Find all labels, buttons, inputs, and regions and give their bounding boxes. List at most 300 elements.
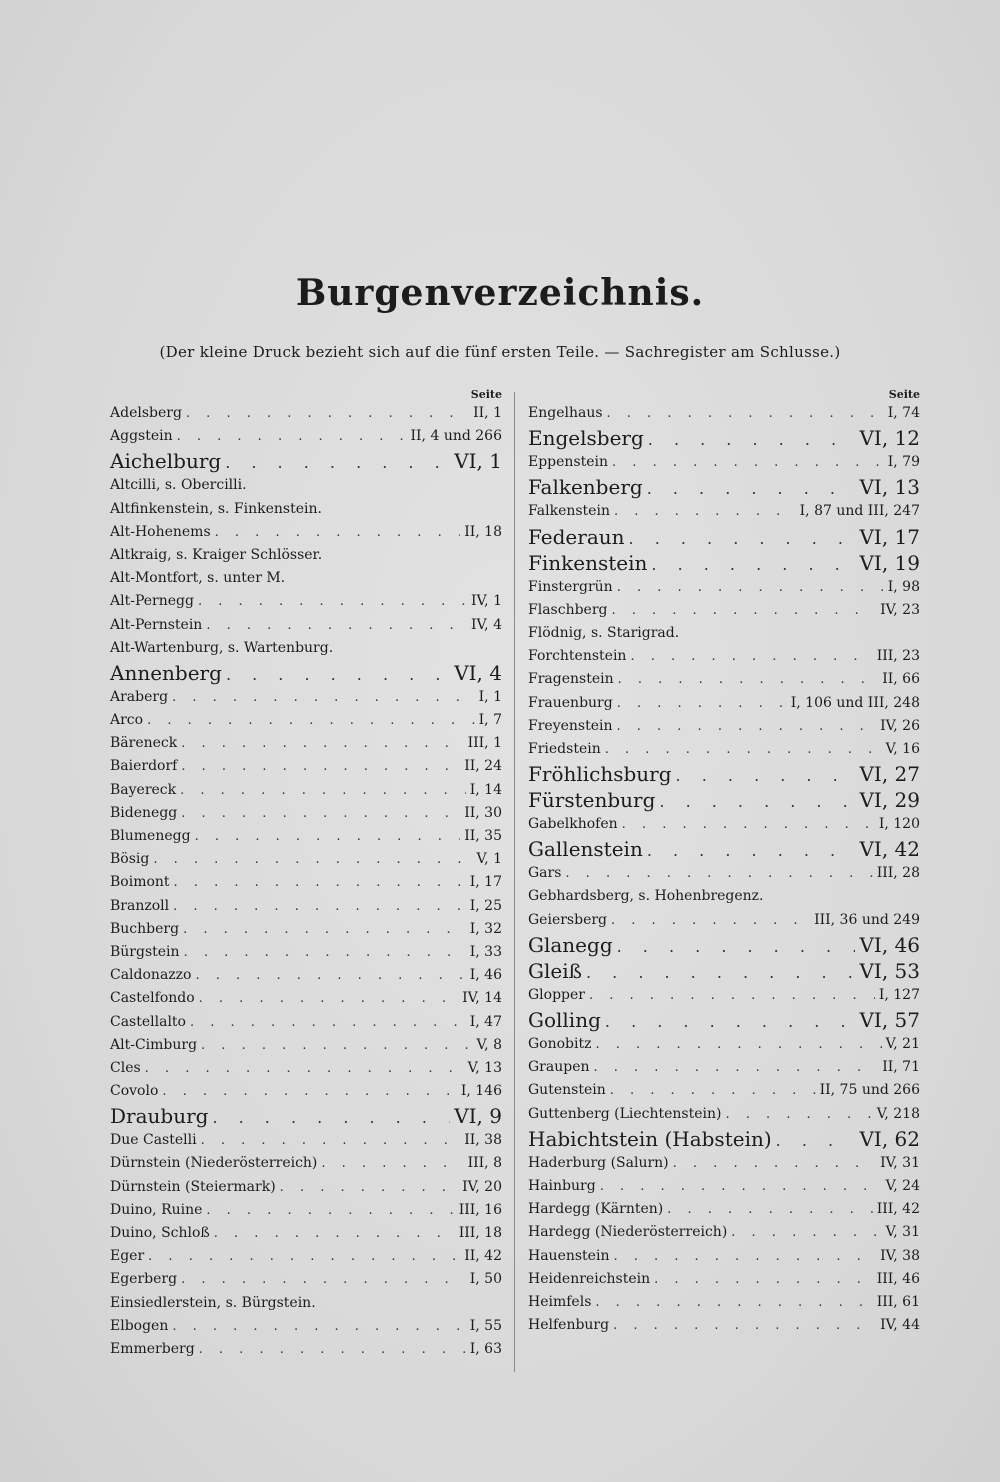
entry-page-ref: III, 8	[467, 1155, 502, 1172]
index-entry	[528, 576, 920, 599]
index-entry	[528, 1314, 920, 1337]
entry-page-ref: I, 1	[478, 688, 502, 705]
entry-page-ref: IV, 1	[470, 593, 502, 610]
index-entry	[528, 1175, 920, 1198]
leader-dots	[629, 526, 856, 552]
entry-page-ref: II, 18	[464, 523, 502, 540]
index-entry	[528, 692, 920, 715]
entry-page-ref: VI, 17	[859, 524, 920, 549]
entry-page-ref: I, 87 und III, 247	[799, 503, 920, 520]
entry-name: Gleiß	[528, 958, 582, 983]
entry-name: Habichtstein (Habstein)	[528, 1126, 772, 1151]
index-entry	[110, 614, 502, 637]
index-entry	[110, 1080, 502, 1103]
entry-page-ref: VI, 4	[454, 660, 502, 685]
leader-dots	[172, 686, 475, 709]
entry-name: Altkraig, s. Kraiger Schlösser.	[110, 546, 323, 563]
leader-dots	[673, 1152, 876, 1175]
left-entry-list	[110, 402, 502, 1361]
leader-dots	[617, 715, 877, 738]
index-entry	[110, 1057, 502, 1080]
entry-name: Emmerberg	[110, 1340, 195, 1357]
column-divider	[514, 392, 515, 1372]
leader-dots	[183, 918, 466, 941]
leader-dots	[613, 1245, 876, 1268]
index-entry	[110, 825, 502, 848]
entry-page-ref: IV, 23	[880, 601, 920, 618]
entry-name: Engelsberg	[528, 426, 644, 451]
entry-name: Cles	[110, 1059, 141, 1076]
entry-name: Duino, Schloß	[110, 1225, 210, 1241]
index-entry	[110, 1129, 502, 1152]
entry-name: Branzoll	[110, 897, 170, 914]
leader-dots	[617, 576, 884, 599]
index-entry	[528, 451, 920, 474]
entry-page-ref: I, 55	[469, 1317, 502, 1334]
entry-name: Bidenegg	[110, 804, 178, 821]
index-entry	[528, 932, 920, 958]
entry-name: Glanegg	[528, 932, 613, 957]
index-entry	[528, 862, 920, 885]
index-entry	[110, 1034, 502, 1057]
entry-name: Fröhlichsburg	[528, 762, 672, 787]
index-entry	[110, 941, 502, 964]
entry-name: Castelfondo	[110, 990, 195, 1007]
entry-page-ref: I, 63	[469, 1340, 502, 1357]
leader-dots	[195, 964, 465, 987]
leader-dots	[184, 941, 466, 964]
entry-name: Baierdorf	[110, 758, 178, 775]
entry-name: Guttenberg (Liechtenstein)	[528, 1105, 722, 1122]
leader-dots	[596, 1033, 882, 1056]
entry-name: Gars	[528, 865, 562, 882]
index-entry	[528, 645, 920, 668]
entry-name: Covolo	[110, 1083, 159, 1100]
entry-page-ref: II, 71	[882, 1059, 920, 1076]
leader-dots	[195, 825, 461, 848]
entry-page-ref: I, 79	[887, 454, 920, 471]
entry-page-ref: I, 14	[469, 781, 502, 798]
entry-name: Engelhaus	[528, 405, 603, 421]
index-entry	[528, 1221, 920, 1244]
entry-name: Flödnig, s. Starigrad.	[528, 624, 680, 641]
seite-label-left: Seite	[470, 388, 502, 401]
index-entry	[528, 1033, 920, 1056]
entry-name: Bayereck	[110, 781, 177, 798]
entry-page-ref: VI, 19	[859, 550, 920, 575]
entry-name: Finstergrün	[528, 578, 613, 595]
index-entry	[528, 787, 920, 813]
entry-page-ref: III, 23	[876, 648, 920, 665]
entry-name: Frauenburg	[528, 694, 613, 711]
entry-page-ref: I, 74	[887, 405, 920, 421]
entry-page-ref: III, 18	[458, 1225, 502, 1241]
entry-name: Federaun	[528, 524, 625, 549]
entry-page-ref: I, 106 und III, 248	[790, 694, 920, 711]
leader-dots	[186, 402, 469, 425]
entry-page-ref: III, 42	[876, 1201, 920, 1218]
entry-name: Gabelkhofen	[528, 816, 618, 833]
entry-name: Buchberg	[110, 920, 180, 937]
entry-name: Graupen	[528, 1059, 590, 1076]
entry-page-ref: III, 28	[876, 865, 920, 882]
leader-dots	[605, 1009, 856, 1035]
page-title: Burgenverzeichnis.	[295, 272, 705, 314]
entry-page-ref: VI, 46	[859, 932, 920, 957]
leader-dots	[174, 871, 466, 894]
entry-name: Eppenstein	[528, 454, 609, 471]
index-entry	[110, 755, 502, 778]
entry-name: Due Castelli	[110, 1132, 197, 1149]
entry-name: Fragenstein	[528, 671, 614, 688]
entry-page-ref: V, 16	[885, 740, 920, 757]
entry-name: Falkenstein	[528, 503, 610, 520]
entry-name: Altfinkenstein, s. Finkenstein.	[110, 500, 322, 517]
entry-name: Alt-Montfort, s. unter M.	[110, 570, 286, 587]
index-entry	[110, 1011, 502, 1034]
entry-page-ref: IV, 38	[880, 1247, 920, 1264]
entry-name: Elbogen	[110, 1317, 169, 1334]
leader-dots	[225, 450, 450, 476]
entry-page-ref: II, 75 und 266	[819, 1082, 920, 1099]
entry-page-ref: IV, 20	[462, 1178, 502, 1195]
leader-dots	[153, 848, 472, 871]
leader-dots	[607, 402, 884, 425]
leader-dots	[190, 1011, 466, 1034]
index-entry	[110, 498, 502, 521]
index-entry	[110, 567, 502, 590]
entry-name: Arco	[110, 712, 144, 729]
leader-dots	[611, 909, 810, 932]
entry-name: Annenberg	[110, 660, 222, 685]
entry-name: Einsiedlerstein, s. Bürgstein.	[110, 1294, 316, 1311]
index-entry	[528, 622, 920, 645]
index-entry	[110, 425, 502, 448]
index-entry	[110, 964, 502, 987]
entry-name: Gutenstein	[528, 1082, 606, 1099]
entry-page-ref: III, 16	[458, 1201, 502, 1218]
entry-name: Araberg	[110, 688, 169, 705]
index-entry	[528, 984, 920, 1007]
entry-page-ref: IV, 44	[880, 1317, 920, 1334]
index-entry	[528, 1126, 920, 1152]
entry-page-ref: I, 120	[878, 816, 920, 833]
index-entry	[528, 1291, 920, 1314]
leader-dots	[172, 1315, 465, 1338]
entry-page-ref: V, 1	[476, 851, 502, 868]
leader-dots	[198, 590, 467, 613]
entry-page-ref: III, 61	[876, 1293, 920, 1310]
entry-page-ref: I, 46	[469, 967, 502, 984]
index-entry	[110, 1199, 502, 1222]
index-entry	[110, 918, 502, 941]
leader-dots	[667, 1198, 872, 1221]
leader-dots	[214, 1222, 455, 1245]
entry-name: Finkenstein	[528, 550, 648, 575]
index-entry	[110, 895, 502, 918]
index-entry	[528, 1056, 920, 1079]
entry-page-ref: II, 4 und 266	[410, 428, 502, 445]
entry-page-ref: I, 127	[878, 986, 920, 1003]
entry-name: Bösig	[110, 851, 150, 868]
leader-dots	[651, 552, 855, 578]
entry-page-ref: II, 66	[882, 671, 920, 688]
entry-name: Helfenburg	[528, 1317, 610, 1334]
entry-name: Golling	[528, 1008, 601, 1032]
index-entry	[528, 402, 920, 425]
index-entry	[110, 402, 502, 425]
index-entry	[110, 987, 502, 1010]
entry-page-ref: I, 47	[469, 1013, 502, 1030]
leader-dots	[147, 709, 475, 732]
entry-name: Gebhardsberg, s. Hohenbregenz.	[528, 888, 764, 905]
entry-page-ref: II, 24	[464, 758, 502, 775]
leader-dots	[280, 1176, 458, 1199]
entry-name: Hauenstein	[528, 1247, 610, 1264]
index-entry	[528, 474, 920, 500]
leader-dots	[177, 425, 407, 448]
leader-dots	[594, 1056, 879, 1079]
index-entry	[528, 550, 920, 576]
leader-dots	[215, 521, 461, 544]
leader-dots	[612, 451, 884, 474]
entry-name: Alt-Wartenburg, s. Wartenburg.	[110, 639, 334, 656]
entry-name: Duino, Ruine	[110, 1201, 203, 1218]
entry-name: Forchtenstein	[528, 648, 627, 665]
entry-page-ref: I, 50	[469, 1271, 502, 1288]
index-entry	[110, 848, 502, 871]
leader-dots	[162, 1080, 456, 1103]
index-entry	[528, 715, 920, 738]
leader-dots	[321, 1152, 463, 1175]
leader-dots	[206, 1199, 454, 1222]
entry-page-ref: VI, 57	[859, 1008, 920, 1032]
index-entry	[528, 524, 920, 550]
entry-page-ref: II, 30	[464, 804, 502, 821]
leader-dots	[589, 984, 875, 1007]
index-entry	[110, 732, 502, 755]
leader-dots	[565, 862, 872, 885]
leader-dots	[199, 1338, 466, 1361]
entry-name: Eger	[110, 1248, 145, 1265]
leader-dots	[647, 476, 856, 502]
leader-dots	[600, 1175, 882, 1198]
entry-name: Altcilli, s. Obercilli.	[110, 477, 247, 494]
entry-name: Egerberg	[110, 1271, 178, 1288]
entry-name: Blumenegg	[110, 828, 191, 844]
leader-dots	[613, 1314, 876, 1337]
entry-name: Heimfels	[528, 1293, 592, 1310]
entry-page-ref: VI, 62	[859, 1126, 920, 1151]
entry-name: Hardegg (Niederösterreich)	[528, 1224, 728, 1241]
entry-page-ref: IV, 31	[880, 1154, 920, 1171]
index-entry	[110, 1338, 502, 1361]
leader-dots	[776, 1128, 856, 1154]
entry-name: Drauburg	[110, 1104, 209, 1129]
leader-dots	[647, 838, 856, 864]
leader-dots	[614, 500, 796, 523]
index-entry	[528, 668, 920, 691]
entry-name: Adelsberg	[110, 405, 182, 421]
entry-name: Bürgstein	[110, 943, 180, 960]
entry-name: Boimont	[110, 874, 170, 891]
index-entry	[110, 1268, 502, 1291]
entry-page-ref: III, 36 und 249	[814, 911, 920, 928]
index-entry	[110, 1292, 502, 1315]
entry-name: Fürstenburg	[528, 788, 656, 813]
right-column	[528, 388, 920, 1337]
leader-dots	[181, 802, 460, 825]
index-entry	[110, 1315, 502, 1338]
entry-page-ref: I, 17	[469, 874, 502, 891]
index-entry	[528, 599, 920, 622]
entry-page-ref: VI, 27	[859, 762, 920, 787]
leader-dots	[648, 427, 856, 453]
entry-page-ref: V, 8	[476, 1036, 502, 1053]
entry-page-ref: V, 13	[467, 1059, 502, 1076]
entry-page-ref: VI, 29	[859, 788, 920, 813]
entry-name: Heidenreichstein	[528, 1270, 651, 1287]
left-column	[110, 388, 502, 1361]
index-entry	[528, 1152, 920, 1175]
entry-page-ref: VI, 9	[454, 1104, 502, 1129]
leader-dots	[676, 763, 856, 789]
leader-dots	[611, 599, 876, 622]
index-entry	[110, 686, 502, 709]
entry-page-ref: II, 38	[464, 1132, 502, 1149]
entry-page-ref: VI, 53	[859, 958, 920, 983]
index-entry	[110, 871, 502, 894]
entry-name: Dürnstein (Niederösterreich)	[110, 1155, 318, 1172]
leader-dots	[617, 934, 856, 960]
leader-dots	[725, 1103, 872, 1126]
entry-name: Falkenberg	[528, 475, 643, 500]
leader-dots	[630, 645, 872, 668]
entry-page-ref: VI, 42	[859, 837, 920, 862]
index-entry	[110, 1176, 502, 1199]
index-entry	[528, 1268, 920, 1291]
index-entry	[528, 1079, 920, 1102]
entry-name: Alt-Pernegg	[110, 593, 194, 610]
index-entry	[110, 660, 502, 686]
entry-name: Geiersberg	[528, 911, 608, 928]
index-entry	[110, 1152, 502, 1175]
leader-dots	[201, 1034, 472, 1057]
entry-page-ref: V, 21	[885, 1036, 920, 1052]
page-subtitle: (Der kleine Druck bezieht sich auf die fünf ersten Teile. — Sachregister am Schlusse.)	[159, 343, 841, 361]
entry-page-ref: I, 33	[469, 943, 502, 960]
entry-page-ref: VI, 13	[859, 475, 920, 500]
leader-dots	[181, 755, 460, 778]
entry-name: Aichelburg	[110, 449, 222, 474]
leader-dots	[586, 960, 856, 986]
index-entry	[528, 1198, 920, 1221]
entry-page-ref: I, 98	[887, 578, 920, 595]
index-entry	[528, 1103, 920, 1126]
leader-dots	[595, 1291, 872, 1314]
leader-dots	[181, 1268, 466, 1291]
index-entry	[110, 544, 502, 567]
entry-page-ref: I, 32	[469, 920, 502, 937]
leader-dots	[181, 732, 463, 755]
leader-dots	[622, 813, 875, 836]
leader-dots	[145, 1057, 464, 1080]
index-entry	[528, 958, 920, 984]
entry-page-ref: V, 24	[885, 1177, 920, 1194]
entry-name: Freyenstein	[528, 717, 613, 734]
entry-name: Aggstein	[110, 428, 173, 445]
entry-name: Bäreneck	[110, 735, 178, 752]
entry-page-ref: IV, 26	[880, 717, 920, 734]
index-entry	[110, 448, 502, 474]
entry-name: Alt-Pernstein	[110, 616, 203, 633]
entry-page-ref: IV, 4	[470, 616, 502, 633]
leader-dots	[731, 1221, 881, 1244]
leader-dots	[173, 895, 466, 918]
leader-dots	[199, 987, 458, 1010]
entry-page-ref: III, 1	[467, 735, 502, 752]
entry-page-ref: VI, 12	[859, 426, 920, 451]
entry-name: Dürnstein (Steiermark)	[110, 1178, 276, 1195]
leader-dots	[659, 789, 855, 815]
entry-name: Haderburg (Salurn)	[528, 1154, 669, 1171]
index-entry	[528, 761, 920, 787]
index-entry	[110, 521, 502, 544]
index-entry	[528, 1245, 920, 1268]
index-entry	[528, 813, 920, 836]
index-entry	[528, 885, 920, 908]
index-entry	[110, 474, 502, 497]
leader-dots	[180, 779, 466, 802]
index-entry	[528, 1007, 920, 1033]
entry-name: Friedstein	[528, 740, 601, 757]
entry-name: Castellalto	[110, 1013, 186, 1030]
leader-dots	[206, 614, 467, 637]
index-entry	[110, 802, 502, 825]
entry-page-ref: II, 42	[464, 1248, 502, 1265]
leader-dots	[212, 1105, 450, 1131]
leader-dots	[610, 1079, 816, 1102]
entry-page-ref: V, 218	[876, 1105, 920, 1122]
index-entry	[528, 909, 920, 932]
entry-name: Hardegg (Kärnten)	[528, 1201, 664, 1218]
leader-dots	[201, 1129, 461, 1152]
leader-dots	[618, 668, 879, 691]
index-entry	[110, 1245, 502, 1268]
entry-page-ref: IV, 14	[462, 990, 502, 1007]
leader-dots	[605, 738, 882, 761]
right-entry-list	[528, 402, 920, 1337]
leader-dots	[654, 1268, 873, 1291]
entry-page-ref: II, 35	[464, 828, 502, 844]
index-entry	[110, 709, 502, 732]
leader-dots	[617, 692, 787, 715]
index-entry	[528, 738, 920, 761]
entry-name: Alt-Cimburg	[110, 1036, 198, 1053]
entry-page-ref: II, 1	[473, 405, 502, 421]
index-entry	[110, 590, 502, 613]
entry-name: Gonobitz	[528, 1036, 592, 1052]
seite-label-right: Seite	[888, 388, 920, 401]
entry-page-ref: VI, 1	[454, 449, 502, 474]
entry-name: Flaschberg	[528, 601, 608, 618]
index-entry	[110, 637, 502, 660]
index-entry	[110, 1222, 502, 1245]
entry-page-ref: I, 25	[469, 897, 502, 914]
entry-name: Alt-Hohenems	[110, 523, 211, 540]
index-entry	[528, 425, 920, 451]
index-entry	[110, 1103, 502, 1129]
